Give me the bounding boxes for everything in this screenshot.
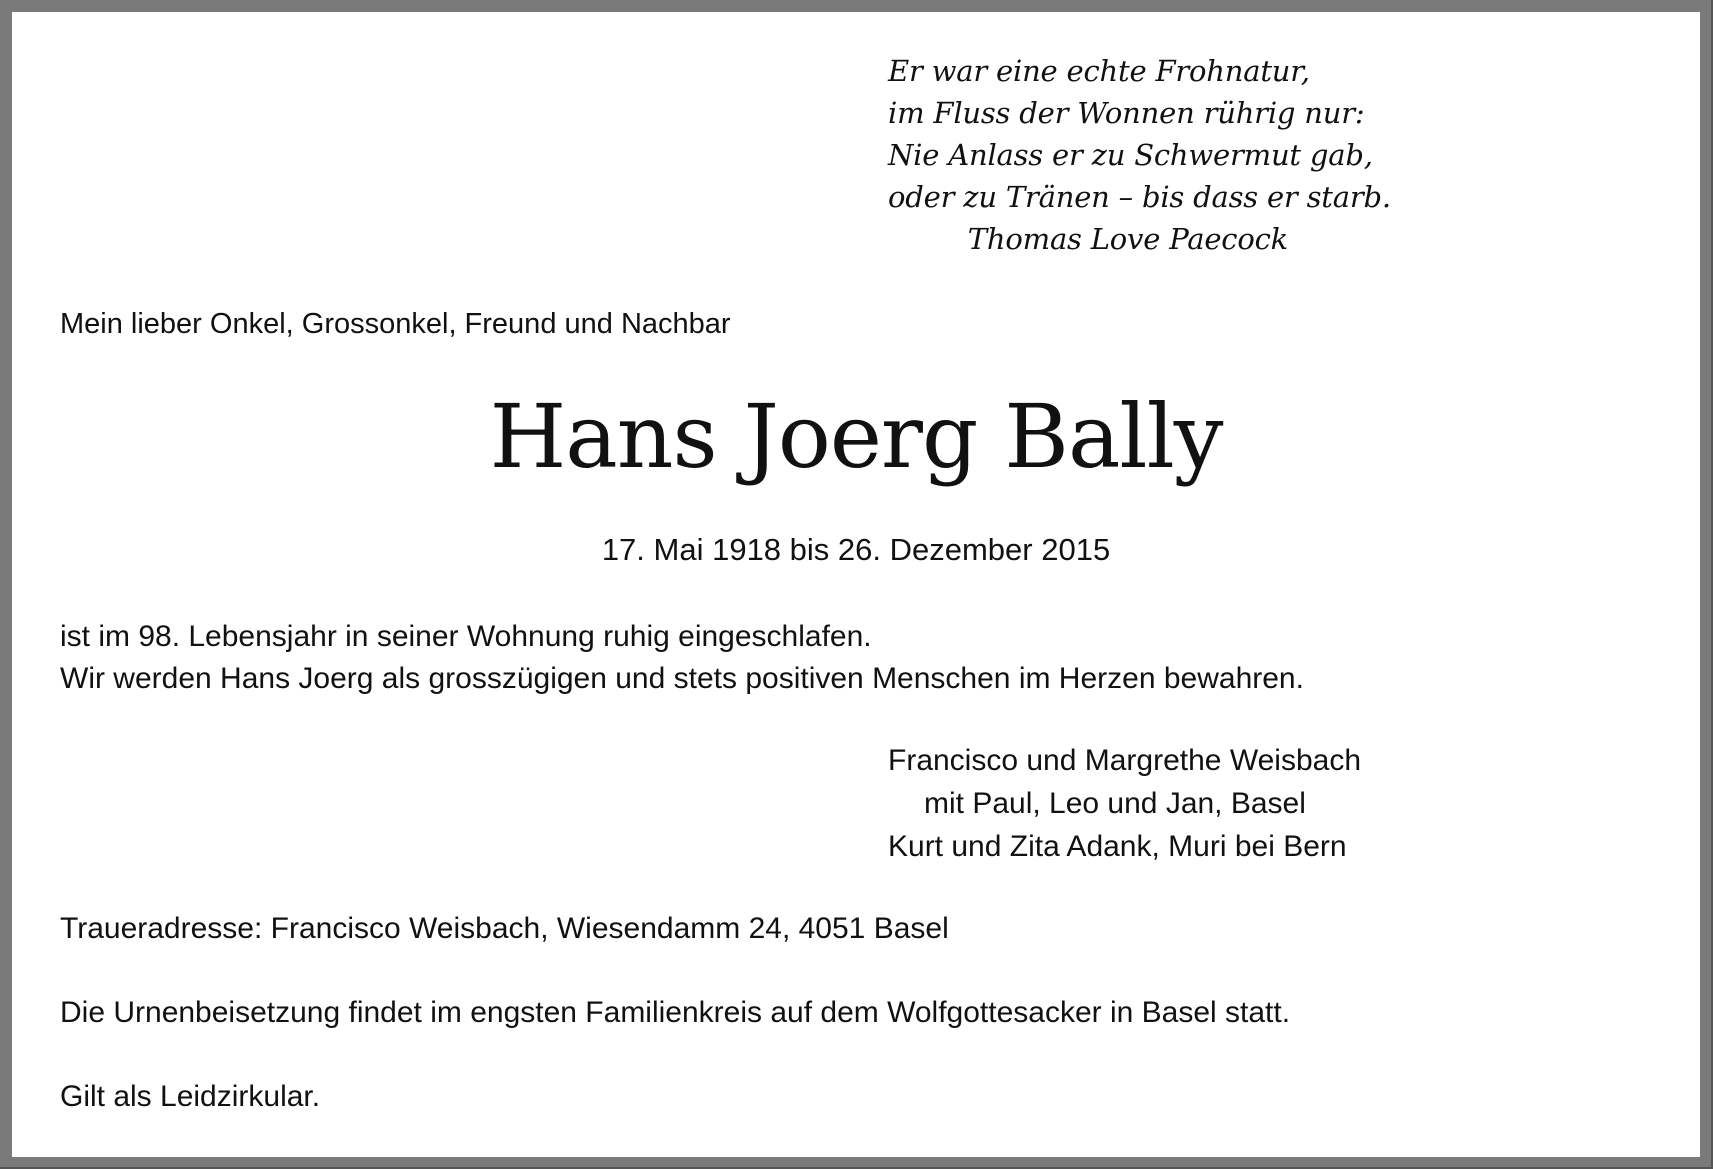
announcement-line: ist im 98. Lebensjahr in seiner Wohnung ruhig eingeschlafen. [60,620,872,653]
poem-line: oder zu Tränen – bis dass er starb. [888,180,1391,214]
mourner-line: Francisco und Margrethe Weisbach [888,744,1361,777]
life-dates: 17. Mai 1918 bis 26. Dezember 2015 [601,532,1111,567]
mourners-list [888,739,1361,868]
mourner-line: mit Paul, Leo und Jan, Basel [924,787,1306,820]
intro-line: Mein lieber Onkel, Grossonkel, Freund und Nachbar [60,308,731,340]
mourning-address: Traueradresse: Francisco Weisbach, Wiesendamm 24, 4051 Basel [60,912,949,945]
poem-line: Er war eine echte Frohnatur, [888,54,1310,88]
circular-notice: Gilt als Leidzirkular. [60,1080,321,1113]
poem-line: im Fluss der Wonnen rührig nur: [888,96,1365,130]
poem-quote [888,50,1408,260]
mourner-line: Kurt und Zita Adank, Muri bei Bern [888,830,1347,863]
obituary-notice [12,12,1700,1157]
deceased-name: Hans Joerg Bally [489,385,1223,488]
poem-line: Nie Anlass er zu Schwermut gab, [888,138,1373,172]
announcement-line: Wir werden Hans Joerg als grosszügigen und stets positiven Menschen im Herzen bewahren. [60,662,1304,695]
poem-author: Thomas Love Paecock [967,222,1288,256]
burial-notice: Die Urnenbeisetzung findet im engsten Familienkreis auf dem Wolfgottesacker in Basel statt. [60,996,1291,1029]
announcement-text [60,616,1304,700]
